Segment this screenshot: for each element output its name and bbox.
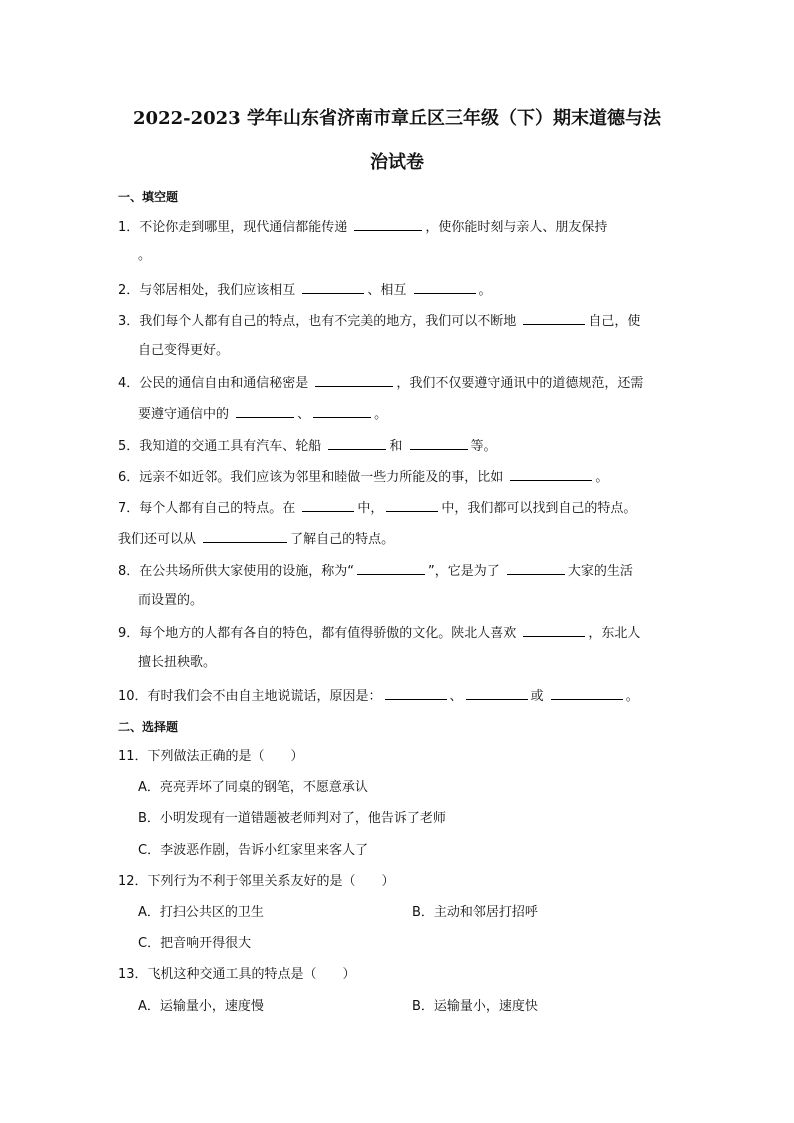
question-12-option-c[interactable]: C．把音响开得很大 bbox=[138, 936, 252, 951]
question-10-text-d: 。 bbox=[625, 689, 639, 704]
question-10-text-b: 、 bbox=[449, 689, 463, 704]
question-7-text-d: 我们还可以从 bbox=[118, 532, 201, 547]
section-choice-heading: 二、选择题 bbox=[118, 720, 179, 734]
answer-blank[interactable] bbox=[328, 437, 386, 450]
question-5-text-a: 5．我知道的交通工具有汽车、轮船 bbox=[118, 439, 326, 454]
paper-title-line2: 治试卷 bbox=[370, 152, 424, 173]
question-3-text-a: 3．我们每个人都有自己的特点，也有不完美的地方，我们可以不断地 bbox=[118, 314, 521, 329]
question-12-stem: 12．下列行为不利于邻里关系友好的是（ ） bbox=[118, 874, 395, 889]
question-5-text-b: 和 bbox=[389, 439, 407, 454]
question-4-text-b: ，我们不仅要遵守通讯中的道德规范，还需 bbox=[396, 376, 644, 391]
question-10-text-c: 或 bbox=[530, 689, 548, 704]
question-7-cont bbox=[118, 530, 394, 548]
question-7-text-b: 中， bbox=[357, 501, 384, 516]
answer-blank[interactable] bbox=[410, 437, 468, 450]
question-1-cont: 。 bbox=[138, 248, 152, 263]
question-9 bbox=[118, 624, 640, 642]
question-7-text-c: 中，我们都可以找到自己的特点。 bbox=[441, 501, 637, 516]
answer-blank[interactable] bbox=[510, 468, 592, 481]
question-13-stem: 13．飞机这种交通工具的特点是（ ） bbox=[118, 967, 356, 982]
question-13-option-b[interactable]: B．运输量小，速度快 bbox=[412, 999, 538, 1014]
question-7-text-a: 7．每个人都有自己的特点。在 bbox=[118, 501, 300, 516]
question-9-text-a: 9．每个地方的人都有各自的特色，都有值得骄傲的文化。陕北人喜欢 bbox=[118, 626, 521, 641]
question-4-text-e: 。 bbox=[374, 407, 388, 422]
question-4-text-a: 4．公民的通信自由和通信秘密是 bbox=[118, 376, 313, 391]
question-9-cont: 擅长扭秧歌。 bbox=[138, 655, 217, 670]
section-fill-heading: 一、填空题 bbox=[118, 190, 179, 204]
question-1-text-b: ，使你能时刻与亲人、朋友保持 bbox=[425, 220, 608, 235]
answer-blank[interactable] bbox=[507, 562, 565, 575]
answer-blank[interactable] bbox=[315, 374, 393, 387]
question-2 bbox=[118, 281, 492, 299]
question-2-text-c: 。 bbox=[478, 283, 492, 298]
question-12-option-b[interactable]: B．主动和邻居打招呼 bbox=[412, 905, 538, 920]
question-4-text-c: 要遵守通信中的 bbox=[138, 407, 234, 422]
question-3-cont: 自己变得更好。 bbox=[138, 343, 230, 358]
answer-blank[interactable] bbox=[385, 687, 447, 700]
question-3 bbox=[118, 312, 640, 330]
answer-blank[interactable] bbox=[357, 562, 425, 575]
answer-blank[interactable] bbox=[302, 499, 354, 512]
question-1-text-a: 1．不论你走到哪里，现代通信都能传递 bbox=[118, 220, 352, 235]
question-9-text-b: ，东北人 bbox=[588, 626, 641, 641]
answer-blank[interactable] bbox=[354, 218, 422, 231]
answer-blank[interactable] bbox=[523, 312, 585, 325]
question-3-text-b: 自己，使 bbox=[588, 314, 641, 329]
answer-blank[interactable] bbox=[414, 281, 476, 294]
question-11-option-b[interactable]: B．小明发现有一道错题被老师判对了，他告诉了老师 bbox=[138, 811, 446, 826]
question-11-option-c[interactable]: C．李波恶作剧，告诉小红家里来客人了 bbox=[138, 843, 369, 858]
answer-blank[interactable] bbox=[203, 530, 287, 543]
answer-blank[interactable] bbox=[236, 405, 294, 418]
question-2-text-b: 、相互 bbox=[367, 283, 411, 298]
question-10-text-a: 10．有时我们会不由自主地说谎话，原因是： bbox=[118, 689, 382, 704]
question-4 bbox=[118, 374, 643, 392]
question-2-text-a: 2．与邻居相处，我们应该相互 bbox=[118, 283, 300, 298]
question-5 bbox=[118, 437, 497, 455]
question-5-text-c: 等。 bbox=[470, 439, 497, 454]
answer-blank[interactable] bbox=[313, 405, 371, 418]
question-8 bbox=[118, 562, 633, 580]
question-1 bbox=[118, 218, 607, 236]
question-8-text-b: ”，它是为了 bbox=[428, 564, 504, 579]
question-4-cont bbox=[138, 405, 387, 423]
question-6-text-a: 6．远亲不如近邻。我们应该为邻里和睦做一些力所能及的事，比如 bbox=[118, 470, 508, 485]
answer-blank[interactable] bbox=[551, 687, 623, 700]
question-7-text-e: 了解自己的特点。 bbox=[290, 532, 395, 547]
paper-title-line1: 2022-2023 学年山东省济南市章丘区三年级（下）期末道德与法 bbox=[133, 108, 661, 129]
question-10 bbox=[118, 687, 639, 705]
question-6 bbox=[118, 468, 608, 486]
question-8-cont: 而设置的。 bbox=[138, 593, 204, 608]
question-8-text-c: 大家的生活 bbox=[567, 564, 633, 579]
question-8-text-a: 8．在公共场所供大家使用的设施，称为“ bbox=[118, 564, 355, 579]
answer-blank[interactable] bbox=[386, 499, 438, 512]
answer-blank[interactable] bbox=[466, 687, 528, 700]
question-11-option-a[interactable]: A．亮亮弄坏了同桌的钢笔，不愿意承认 bbox=[138, 780, 368, 795]
question-6-text-b: 。 bbox=[595, 470, 609, 485]
answer-blank[interactable] bbox=[302, 281, 364, 294]
question-4-text-d: 、 bbox=[297, 407, 311, 422]
answer-blank[interactable] bbox=[523, 624, 585, 637]
question-7 bbox=[118, 499, 636, 517]
question-11-stem: 11．下列做法正确的是（ ） bbox=[118, 749, 304, 764]
question-13-option-a[interactable]: A．运输量小，速度慢 bbox=[138, 999, 264, 1014]
question-12-option-a[interactable]: A．打扫公共区的卫生 bbox=[138, 905, 264, 920]
